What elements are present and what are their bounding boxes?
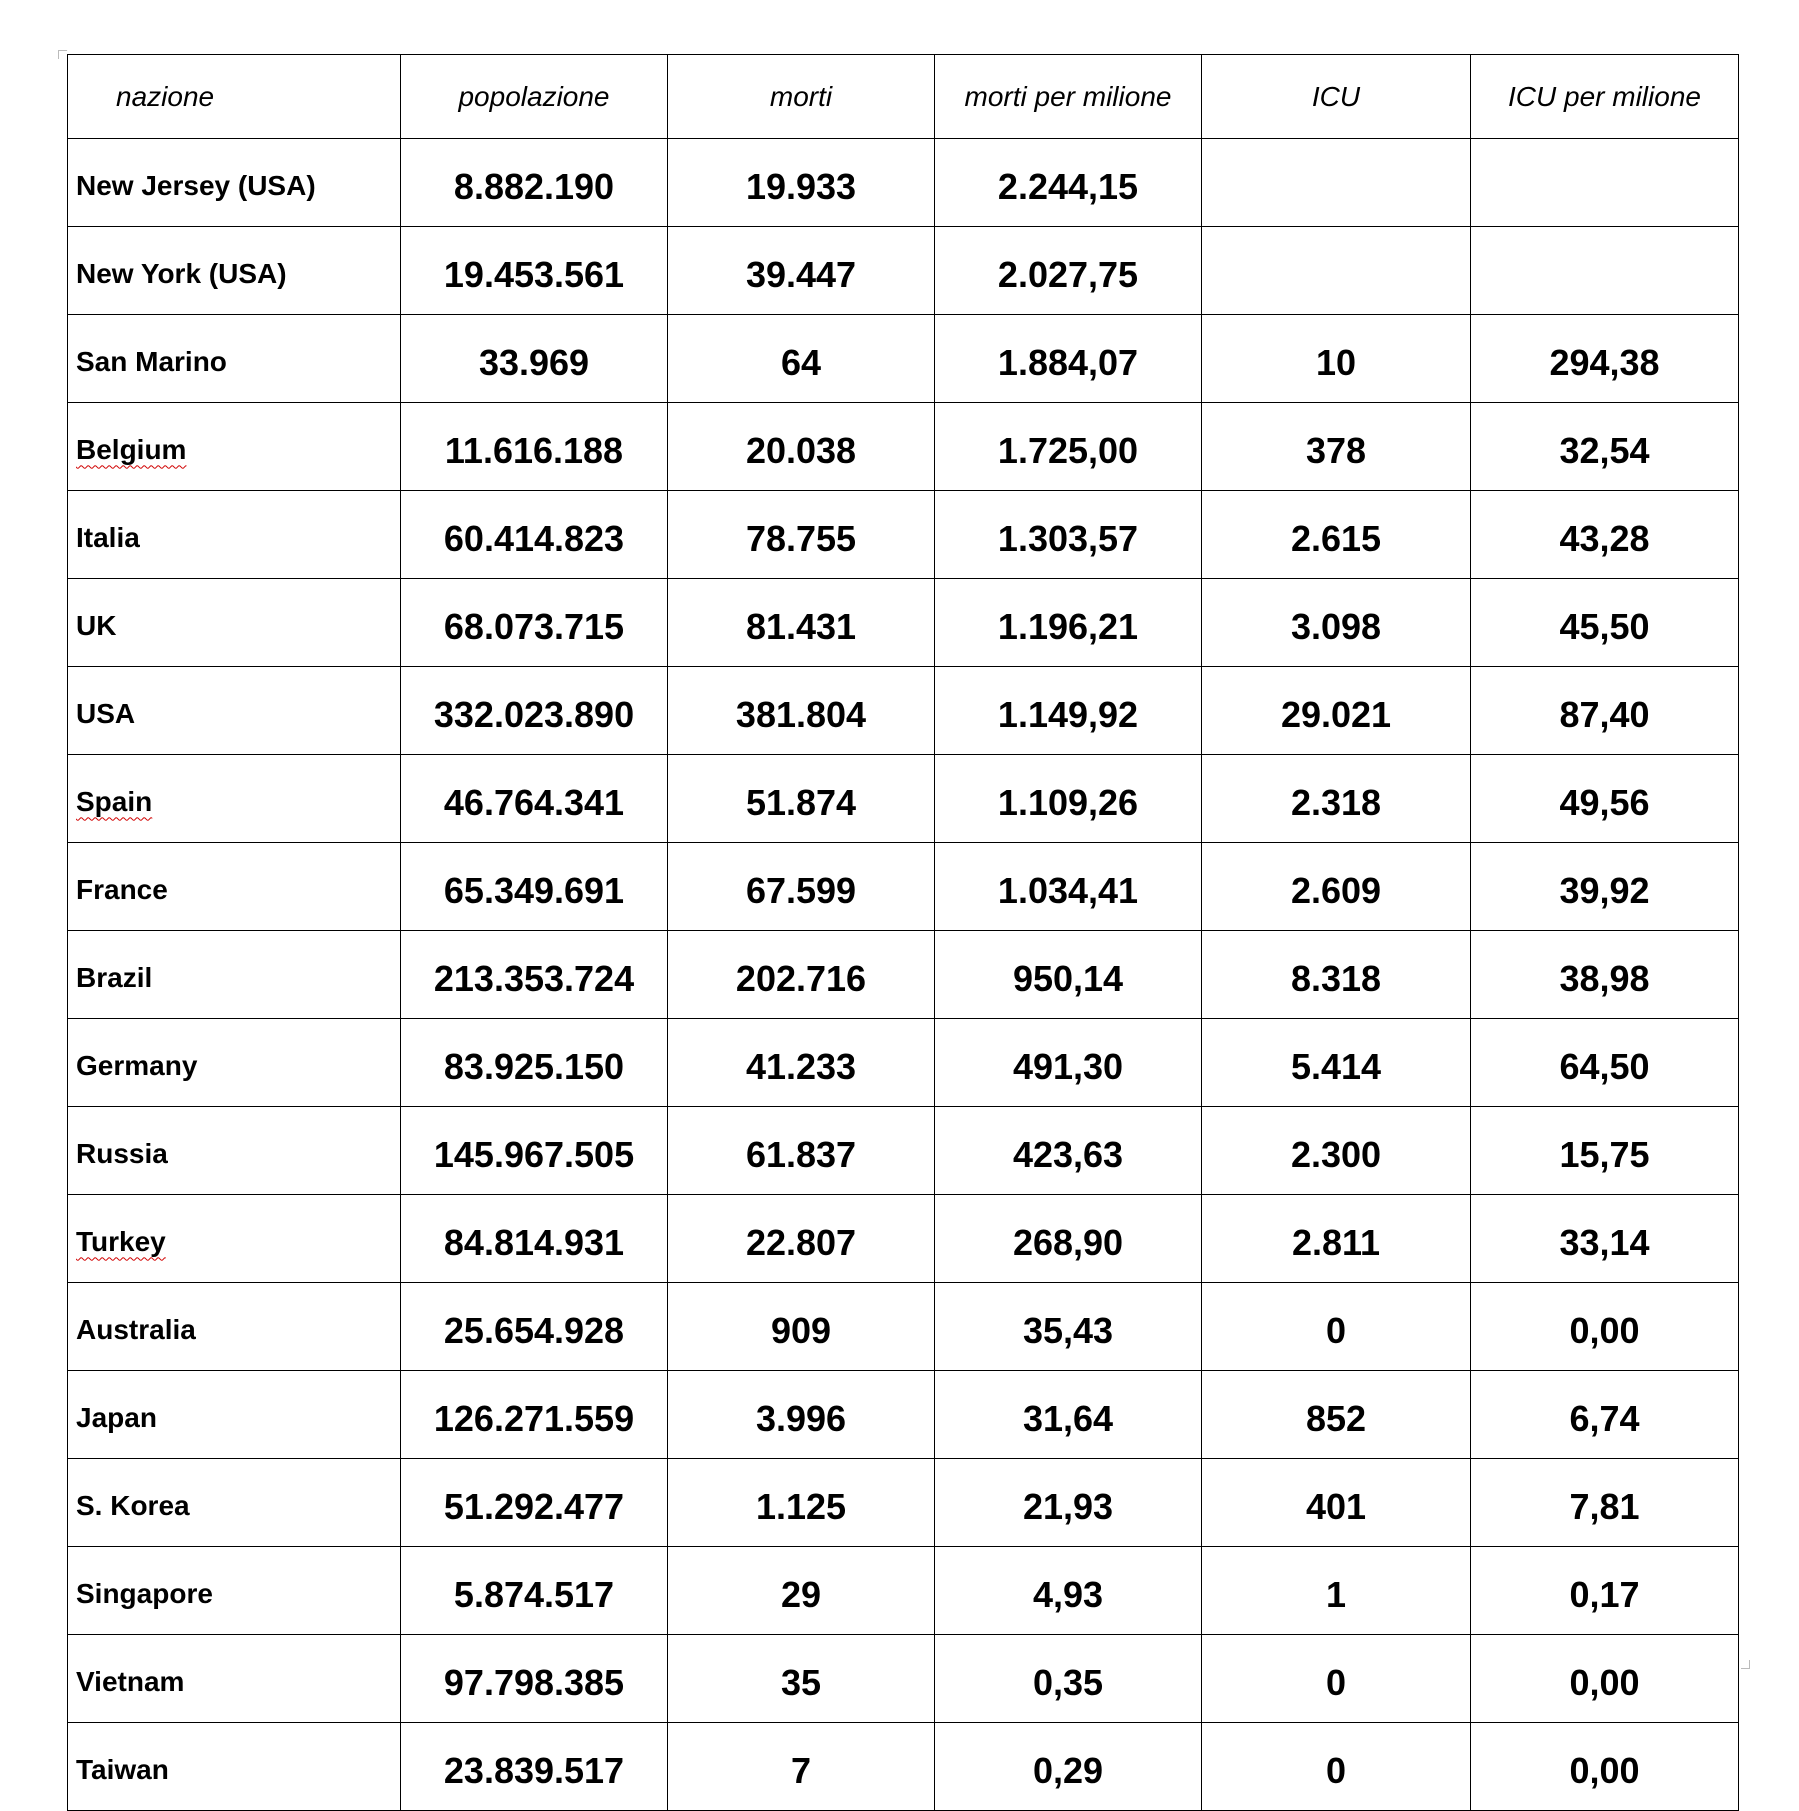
deaths-cell: 51.874 <box>668 755 935 843</box>
table-row <box>68 843 1739 931</box>
deaths-cell: 29 <box>668 1547 935 1635</box>
population-cell: 60.414.823 <box>401 491 668 579</box>
country-cell <box>68 755 401 843</box>
deaths-cell: 35 <box>668 1635 935 1723</box>
icu-cell: 852 <box>1202 1371 1471 1459</box>
population-cell: 145.967.505 <box>401 1107 668 1195</box>
icu-per-million-cell: 0,17 <box>1471 1547 1739 1635</box>
deaths-per-million-cell: 423,63 <box>935 1107 1202 1195</box>
deaths-per-million-cell: 1.034,41 <box>935 843 1202 931</box>
table-row <box>68 403 1739 491</box>
icu-cell <box>1202 227 1471 315</box>
population-cell: 33.969 <box>401 315 668 403</box>
icu-cell: 2.615 <box>1202 491 1471 579</box>
deaths-per-million-cell: 2.244,15 <box>935 139 1202 227</box>
country-cell: Singapore <box>68 1547 401 1635</box>
deaths-cell: 61.837 <box>668 1107 935 1195</box>
header-popolazione: popolazione <box>401 55 668 139</box>
icu-cell: 29.021 <box>1202 667 1471 755</box>
page-corner-mark <box>1741 1660 1750 1669</box>
deaths-cell: 381.804 <box>668 667 935 755</box>
spellcheck-underlined-text: Turkey <box>76 1225 166 1257</box>
table-row <box>68 1107 1739 1195</box>
deaths-per-million-cell: 0,35 <box>935 1635 1202 1723</box>
country-cell <box>68 1195 401 1283</box>
population-cell: 97.798.385 <box>401 1635 668 1723</box>
population-cell: 5.874.517 <box>401 1547 668 1635</box>
icu-cell: 5.414 <box>1202 1019 1471 1107</box>
icu-cell: 401 <box>1202 1459 1471 1547</box>
deaths-cell: 39.447 <box>668 227 935 315</box>
icu-cell: 2.318 <box>1202 755 1471 843</box>
icu-per-million-cell: 87,40 <box>1471 667 1739 755</box>
population-cell: 65.349.691 <box>401 843 668 931</box>
table-row <box>68 931 1739 1019</box>
icu-cell: 1 <box>1202 1547 1471 1635</box>
icu-per-million-cell <box>1471 227 1739 315</box>
population-cell: 68.073.715 <box>401 579 668 667</box>
country-cell: Australia <box>68 1283 401 1371</box>
country-cell: Italia <box>68 491 401 579</box>
icu-per-million-cell <box>1471 139 1739 227</box>
country-cell <box>68 403 401 491</box>
icu-cell: 10 <box>1202 315 1471 403</box>
country-cell: New York (USA) <box>68 227 401 315</box>
table-row <box>68 1195 1739 1283</box>
icu-per-million-cell: 0,00 <box>1471 1635 1739 1723</box>
table-row <box>68 667 1739 755</box>
deaths-per-million-cell: 0,29 <box>935 1723 1202 1811</box>
icu-cell <box>1202 139 1471 227</box>
table-row <box>68 227 1739 315</box>
country-cell: New Jersey (USA) <box>68 139 401 227</box>
icu-per-million-cell: 45,50 <box>1471 579 1739 667</box>
country-cell: USA <box>68 667 401 755</box>
population-cell: 83.925.150 <box>401 1019 668 1107</box>
deaths-cell: 81.431 <box>668 579 935 667</box>
icu-per-million-cell: 38,98 <box>1471 931 1739 1019</box>
icu-per-million-cell: 6,74 <box>1471 1371 1739 1459</box>
table-row <box>68 1283 1739 1371</box>
deaths-per-million-cell: 1.303,57 <box>935 491 1202 579</box>
table-row <box>68 1019 1739 1107</box>
table-header <box>68 55 1739 139</box>
country-cell: Taiwan <box>68 1723 401 1811</box>
population-cell: 126.271.559 <box>401 1371 668 1459</box>
table-row <box>68 1547 1739 1635</box>
deaths-cell: 20.038 <box>668 403 935 491</box>
population-cell: 25.654.928 <box>401 1283 668 1371</box>
deaths-cell: 7 <box>668 1723 935 1811</box>
country-cell: Japan <box>68 1371 401 1459</box>
icu-per-million-cell: 0,00 <box>1471 1723 1739 1811</box>
population-cell: 84.814.931 <box>401 1195 668 1283</box>
population-cell: 11.616.188 <box>401 403 668 491</box>
icu-cell: 0 <box>1202 1283 1471 1371</box>
deaths-per-million-cell: 268,90 <box>935 1195 1202 1283</box>
deaths-per-million-cell: 950,14 <box>935 931 1202 1019</box>
icu-per-million-cell: 32,54 <box>1471 403 1739 491</box>
deaths-per-million-cell: 2.027,75 <box>935 227 1202 315</box>
icu-per-million-cell: 64,50 <box>1471 1019 1739 1107</box>
deaths-per-million-cell: 1.149,92 <box>935 667 1202 755</box>
header-morti: morti <box>668 55 935 139</box>
deaths-per-million-cell: 1.109,26 <box>935 755 1202 843</box>
icu-cell: 8.318 <box>1202 931 1471 1019</box>
icu-per-million-cell: 49,56 <box>1471 755 1739 843</box>
deaths-per-million-cell: 4,93 <box>935 1547 1202 1635</box>
table-row <box>68 1459 1739 1547</box>
population-cell: 51.292.477 <box>401 1459 668 1547</box>
deaths-cell: 202.716 <box>668 931 935 1019</box>
deaths-cell: 1.125 <box>668 1459 935 1547</box>
deaths-per-million-cell: 1.884,07 <box>935 315 1202 403</box>
country-cell: France <box>68 843 401 931</box>
deaths-per-million-cell: 31,64 <box>935 1371 1202 1459</box>
icu-cell: 0 <box>1202 1723 1471 1811</box>
icu-cell: 0 <box>1202 1635 1471 1723</box>
page-corner-mark <box>58 50 67 59</box>
table-row <box>68 139 1739 227</box>
population-cell: 8.882.190 <box>401 139 668 227</box>
header-nazione: nazione <box>68 55 401 139</box>
deaths-cell: 22.807 <box>668 1195 935 1283</box>
population-cell: 23.839.517 <box>401 1723 668 1811</box>
table-row <box>68 491 1739 579</box>
icu-per-million-cell: 39,92 <box>1471 843 1739 931</box>
icu-cell: 3.098 <box>1202 579 1471 667</box>
deaths-per-million-cell: 491,30 <box>935 1019 1202 1107</box>
spellcheck-underlined-text: Spain <box>76 785 153 817</box>
deaths-per-million-cell: 1.725,00 <box>935 403 1202 491</box>
icu-cell: 2.300 <box>1202 1107 1471 1195</box>
population-cell: 46.764.341 <box>401 755 668 843</box>
country-cell: S. Korea <box>68 1459 401 1547</box>
population-cell: 19.453.561 <box>401 227 668 315</box>
header-icu: ICU <box>1202 55 1471 139</box>
header-icu-per-milione: ICU per milione <box>1471 55 1739 139</box>
deaths-cell: 78.755 <box>668 491 935 579</box>
deaths-per-million-cell: 1.196,21 <box>935 579 1202 667</box>
deaths-cell: 3.996 <box>668 1371 935 1459</box>
deaths-per-million-cell: 35,43 <box>935 1283 1202 1371</box>
icu-per-million-cell: 294,38 <box>1471 315 1739 403</box>
population-cell: 213.353.724 <box>401 931 668 1019</box>
table-body <box>68 139 1739 1811</box>
table-row <box>68 755 1739 843</box>
table-row <box>68 579 1739 667</box>
icu-cell: 378 <box>1202 403 1471 491</box>
spellcheck-underlined-text: Belgium <box>76 433 187 465</box>
country-cell: Russia <box>68 1107 401 1195</box>
table-row <box>68 1635 1739 1723</box>
table-row <box>68 1723 1739 1811</box>
deaths-cell: 67.599 <box>668 843 935 931</box>
country-cell: San Marino <box>68 315 401 403</box>
icu-per-million-cell: 33,14 <box>1471 1195 1739 1283</box>
deaths-cell: 64 <box>668 315 935 403</box>
country-cell: UK <box>68 579 401 667</box>
deaths-cell: 19.933 <box>668 139 935 227</box>
icu-per-million-cell: 43,28 <box>1471 491 1739 579</box>
country-cell: Vietnam <box>68 1635 401 1723</box>
icu-cell: 2.609 <box>1202 843 1471 931</box>
icu-per-million-cell: 0,00 <box>1471 1283 1739 1371</box>
table-row <box>68 1371 1739 1459</box>
data-table <box>67 54 1739 1811</box>
icu-cell: 2.811 <box>1202 1195 1471 1283</box>
population-cell: 332.023.890 <box>401 667 668 755</box>
deaths-cell: 909 <box>668 1283 935 1371</box>
country-cell: Brazil <box>68 931 401 1019</box>
icu-per-million-cell: 15,75 <box>1471 1107 1739 1195</box>
deaths-cell: 41.233 <box>668 1019 935 1107</box>
header-morti-per-milione: morti per milione <box>935 55 1202 139</box>
deaths-per-million-cell: 21,93 <box>935 1459 1202 1547</box>
icu-per-million-cell: 7,81 <box>1471 1459 1739 1547</box>
header-row <box>68 55 1739 139</box>
country-cell: Germany <box>68 1019 401 1107</box>
table-row <box>68 315 1739 403</box>
